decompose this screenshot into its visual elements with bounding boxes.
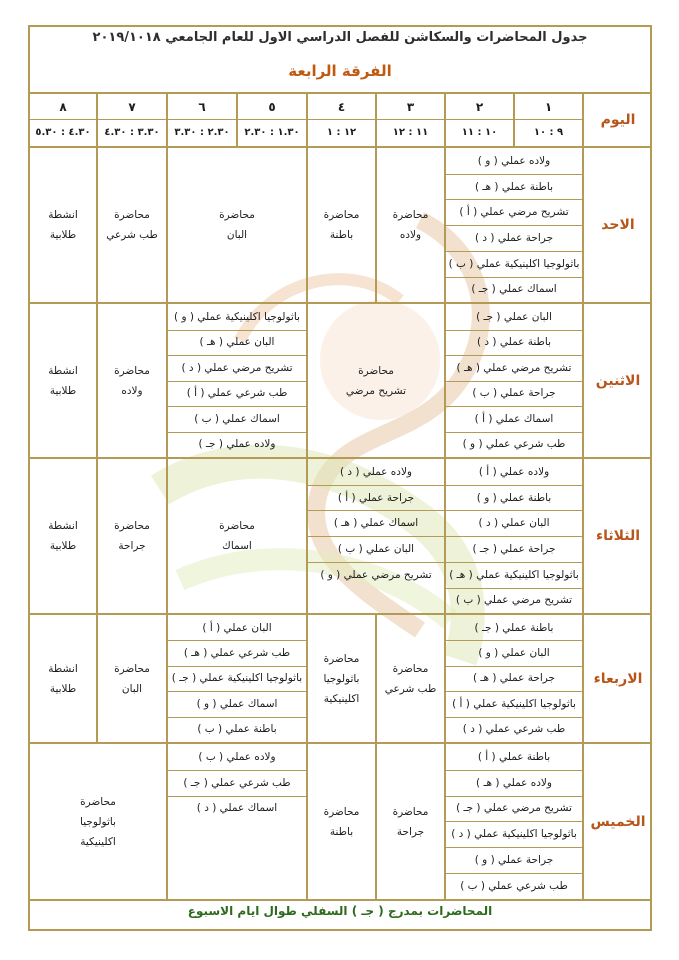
- tuesday-lecture-col7: محاضرة جراحة: [114, 520, 150, 552]
- section-item: باثولوجيا اكلينيكية عملي ( جـ ): [171, 672, 303, 685]
- section-item: جراحة عملي ( و ): [474, 854, 554, 867]
- column-number: ٦: [198, 99, 206, 114]
- sunday-lecture-col3: محاضرة ولاده: [392, 209, 429, 241]
- grid-line: [446, 330, 582, 331]
- day-wednesday: الاربعاء: [593, 670, 643, 687]
- monday-lecture-col7: محاضرة ولاده: [114, 364, 150, 397]
- grid-line: [168, 796, 306, 797]
- grid-line: [168, 381, 306, 382]
- section-item: ولاده عملي ( د ): [339, 465, 413, 478]
- section-item: طب شرعي عملي ( د ): [462, 723, 566, 736]
- grid-line: [446, 225, 582, 226]
- section-item: البان عملي ( ب ): [337, 542, 415, 555]
- section-item: طب شرعي عملي ( هـ ): [183, 647, 291, 660]
- grid-line: [168, 770, 306, 771]
- section-item: جراحة عملي ( ب ): [472, 387, 556, 400]
- section-item: جراحة عملي ( د ): [474, 231, 554, 244]
- grid-line: [446, 588, 582, 589]
- section-item: اسماك عملي ( ب ): [194, 412, 280, 425]
- day-column-header: اليوم: [600, 112, 636, 128]
- column-time: ٤.٣٠ : ٥.٣٠: [35, 127, 91, 138]
- column-time: ١١ : ١٢: [392, 127, 429, 138]
- section-item: البان عملي ( و ): [478, 647, 550, 660]
- section-item: باطنة عملي ( أ ): [477, 750, 551, 763]
- grid-line: [308, 510, 444, 511]
- grid-line: [446, 873, 582, 874]
- grid-line: [446, 355, 582, 356]
- wednesday-lecture-col4: محاضرة باثولوجيا اكلينيكية: [323, 652, 360, 705]
- section-item: اسماك عملي ( د ): [196, 802, 278, 815]
- day-tuesday: الثلاثاء: [595, 528, 641, 544]
- column-time: ٢.٣٠ : ٣.٣٠: [174, 127, 230, 138]
- section-item: باثولوجيا اكلينيكية عملي ( هـ ): [449, 568, 579, 581]
- section-item: جراحة عملي ( هـ ): [472, 672, 556, 685]
- column-time: ٣.٣٠ : ٤.٣٠: [104, 127, 160, 138]
- grid-line: [168, 330, 306, 331]
- section-item: باطنة عملي ( و ): [476, 491, 552, 504]
- section-item: البان عملي ( أ ): [202, 621, 272, 634]
- grid-line: [168, 666, 306, 667]
- grid-line: [446, 691, 582, 692]
- page-subtitle: الفرقة الرابعة: [288, 62, 392, 80]
- day-sunday: الاحد: [601, 217, 635, 233]
- column-number: ٢: [475, 99, 484, 114]
- grid-line: [446, 510, 582, 511]
- monday-lecture-col34: محاضرة تشريح مرضي: [345, 364, 407, 397]
- section-item: تشريح مرضي عملي ( و ): [320, 568, 432, 581]
- section-item: ولاده عملي ( ب ): [198, 750, 276, 763]
- grid-line: [308, 562, 444, 563]
- section-item: باطنة عملي ( هـ ): [475, 180, 553, 193]
- grid-line: [446, 381, 582, 382]
- grid-line: [446, 277, 582, 278]
- sunday-lecture-col56: محاضرة البان: [219, 209, 255, 241]
- section-item: اسماك عملي ( أ ): [474, 412, 554, 425]
- monday-activities: انشطة طلابية: [48, 364, 78, 397]
- grid-line: [308, 536, 444, 537]
- column-number: ٣: [406, 99, 415, 114]
- grid-line: [446, 796, 582, 797]
- section-item: باطنة عملي ( د ): [476, 336, 552, 349]
- section-item: باطنة عملي ( ب ): [197, 723, 277, 736]
- thursday-lecture-col78: محاضرة باثولوجيا اكلينيكية: [80, 795, 116, 848]
- section-item: تشريح مرضي عملي ( د ): [181, 361, 293, 374]
- grid-line: [446, 562, 582, 563]
- column-number: ٧: [128, 99, 136, 114]
- grid-line: [446, 666, 582, 667]
- section-item: جراحة عملي ( أ ): [337, 491, 415, 504]
- section-item: البان عملي ( د ): [478, 517, 550, 530]
- section-item: تشريح مرضي عملي ( جـ ): [456, 802, 572, 815]
- grid-line: [446, 640, 582, 641]
- thursday-lecture-col3: محاضرة جراحة: [392, 805, 429, 838]
- section-item: تشريح مرضي عملي ( أ ): [459, 206, 569, 219]
- day-thursday: الخميس: [590, 813, 646, 830]
- section-item: اسماك عملي ( و ): [196, 697, 278, 710]
- section-item: اسماك عملي ( جـ ): [471, 283, 557, 296]
- column-time: ١٠ : ١١: [461, 127, 498, 138]
- section-item: البان عملي ( جـ ): [476, 310, 552, 323]
- section-item: البان عملي ( هـ ): [199, 336, 275, 349]
- section-item: باثولوجيا اكلينيكية عملي ( ب ): [448, 257, 580, 270]
- section-item: ولاده عملي ( جـ ): [198, 438, 276, 451]
- day-monday: الاثنين: [595, 372, 641, 389]
- section-item: باطنة عملي ( جـ ): [474, 621, 554, 634]
- thursday-lecture-col4: محاضرة باطنة: [323, 805, 360, 838]
- wednesday-lecture-col7: محاضرة البان: [114, 662, 150, 695]
- section-item: باثولوجيا اكلينيكية عملي ( د ): [451, 828, 577, 841]
- section-item: جراحة عملي ( جـ ): [472, 542, 556, 555]
- column-time: ١.٣٠ : ٢.٣٠: [244, 127, 300, 138]
- sunday-lecture-col4: محاضرة باطنة: [323, 209, 360, 241]
- section-item: طب شرعي عملي ( ب ): [460, 879, 568, 892]
- grid-line: [446, 174, 582, 175]
- wednesday-lecture-col3: محاضرة طب شرعي: [384, 662, 437, 695]
- tuesday-lecture-col56: محاضرة اسماك: [219, 520, 255, 552]
- grid-line: [168, 640, 306, 641]
- column-number: ٤: [337, 99, 346, 114]
- column-time: ٩ : ١٠: [533, 127, 564, 138]
- wednesday-activities: انشطة طلابية: [48, 662, 78, 695]
- grid-line: [446, 251, 582, 252]
- section-item: طب شرعي عملي ( جـ ): [183, 776, 291, 789]
- section-item: ولاده عملي ( أ ): [478, 465, 550, 478]
- grid-line: [446, 847, 582, 848]
- grid-line: [446, 536, 582, 537]
- section-item: اسماك عملي ( هـ ): [333, 517, 419, 530]
- section-item: طب شرعي عملي ( و ): [462, 438, 566, 451]
- grid-line: [446, 821, 582, 822]
- grid-line: [446, 770, 582, 771]
- grid-line: [168, 691, 306, 692]
- footer-note: المحاضرات بمدرج ( جـ ) السفلي طوال ايام الاسبوع: [187, 904, 493, 918]
- column-number: ٥: [268, 99, 276, 114]
- grid-line: [308, 485, 444, 486]
- section-item: باثولوجيا اكلينيكية عملي ( أ ): [452, 697, 576, 710]
- grid-line: [168, 355, 306, 356]
- section-item: باثولوجيا اكلينيكية عملي ( و ): [174, 310, 300, 323]
- column-number: ١: [544, 99, 553, 114]
- grid-line: [446, 199, 582, 200]
- grid-line: [168, 717, 306, 718]
- grid-line: [446, 485, 582, 486]
- sunday-lecture-col7: محاضرة طب شرعي: [106, 209, 158, 241]
- grid-line: [168, 432, 306, 433]
- section-item: ولاده عملي ( هـ ): [476, 776, 552, 789]
- page-title: جدول المحاضرات والسكاشن للفصل الدراسي الاول للعام الجامعي ٢٠١٩/١٠١٨: [92, 30, 588, 45]
- grid-line: [446, 432, 582, 433]
- tuesday-activities: انشطة طلابية: [48, 520, 78, 552]
- grid-line: [446, 406, 582, 407]
- sunday-activities: انشطة طلابية: [48, 209, 78, 241]
- section-item: تشريح مرضي عملي ( هـ ): [456, 361, 572, 374]
- column-time: ١٢ : ١: [326, 127, 357, 138]
- section-item: طب شرعي عملي ( أ ): [186, 387, 288, 400]
- grid-line: [446, 717, 582, 718]
- section-item: تشريح مرضي عملي ( ب ): [455, 594, 573, 607]
- grid-line: [168, 406, 306, 407]
- grid-line: [28, 899, 652, 901]
- section-item: ولاده عملي ( و ): [477, 154, 551, 167]
- column-number: ٨: [59, 99, 67, 114]
